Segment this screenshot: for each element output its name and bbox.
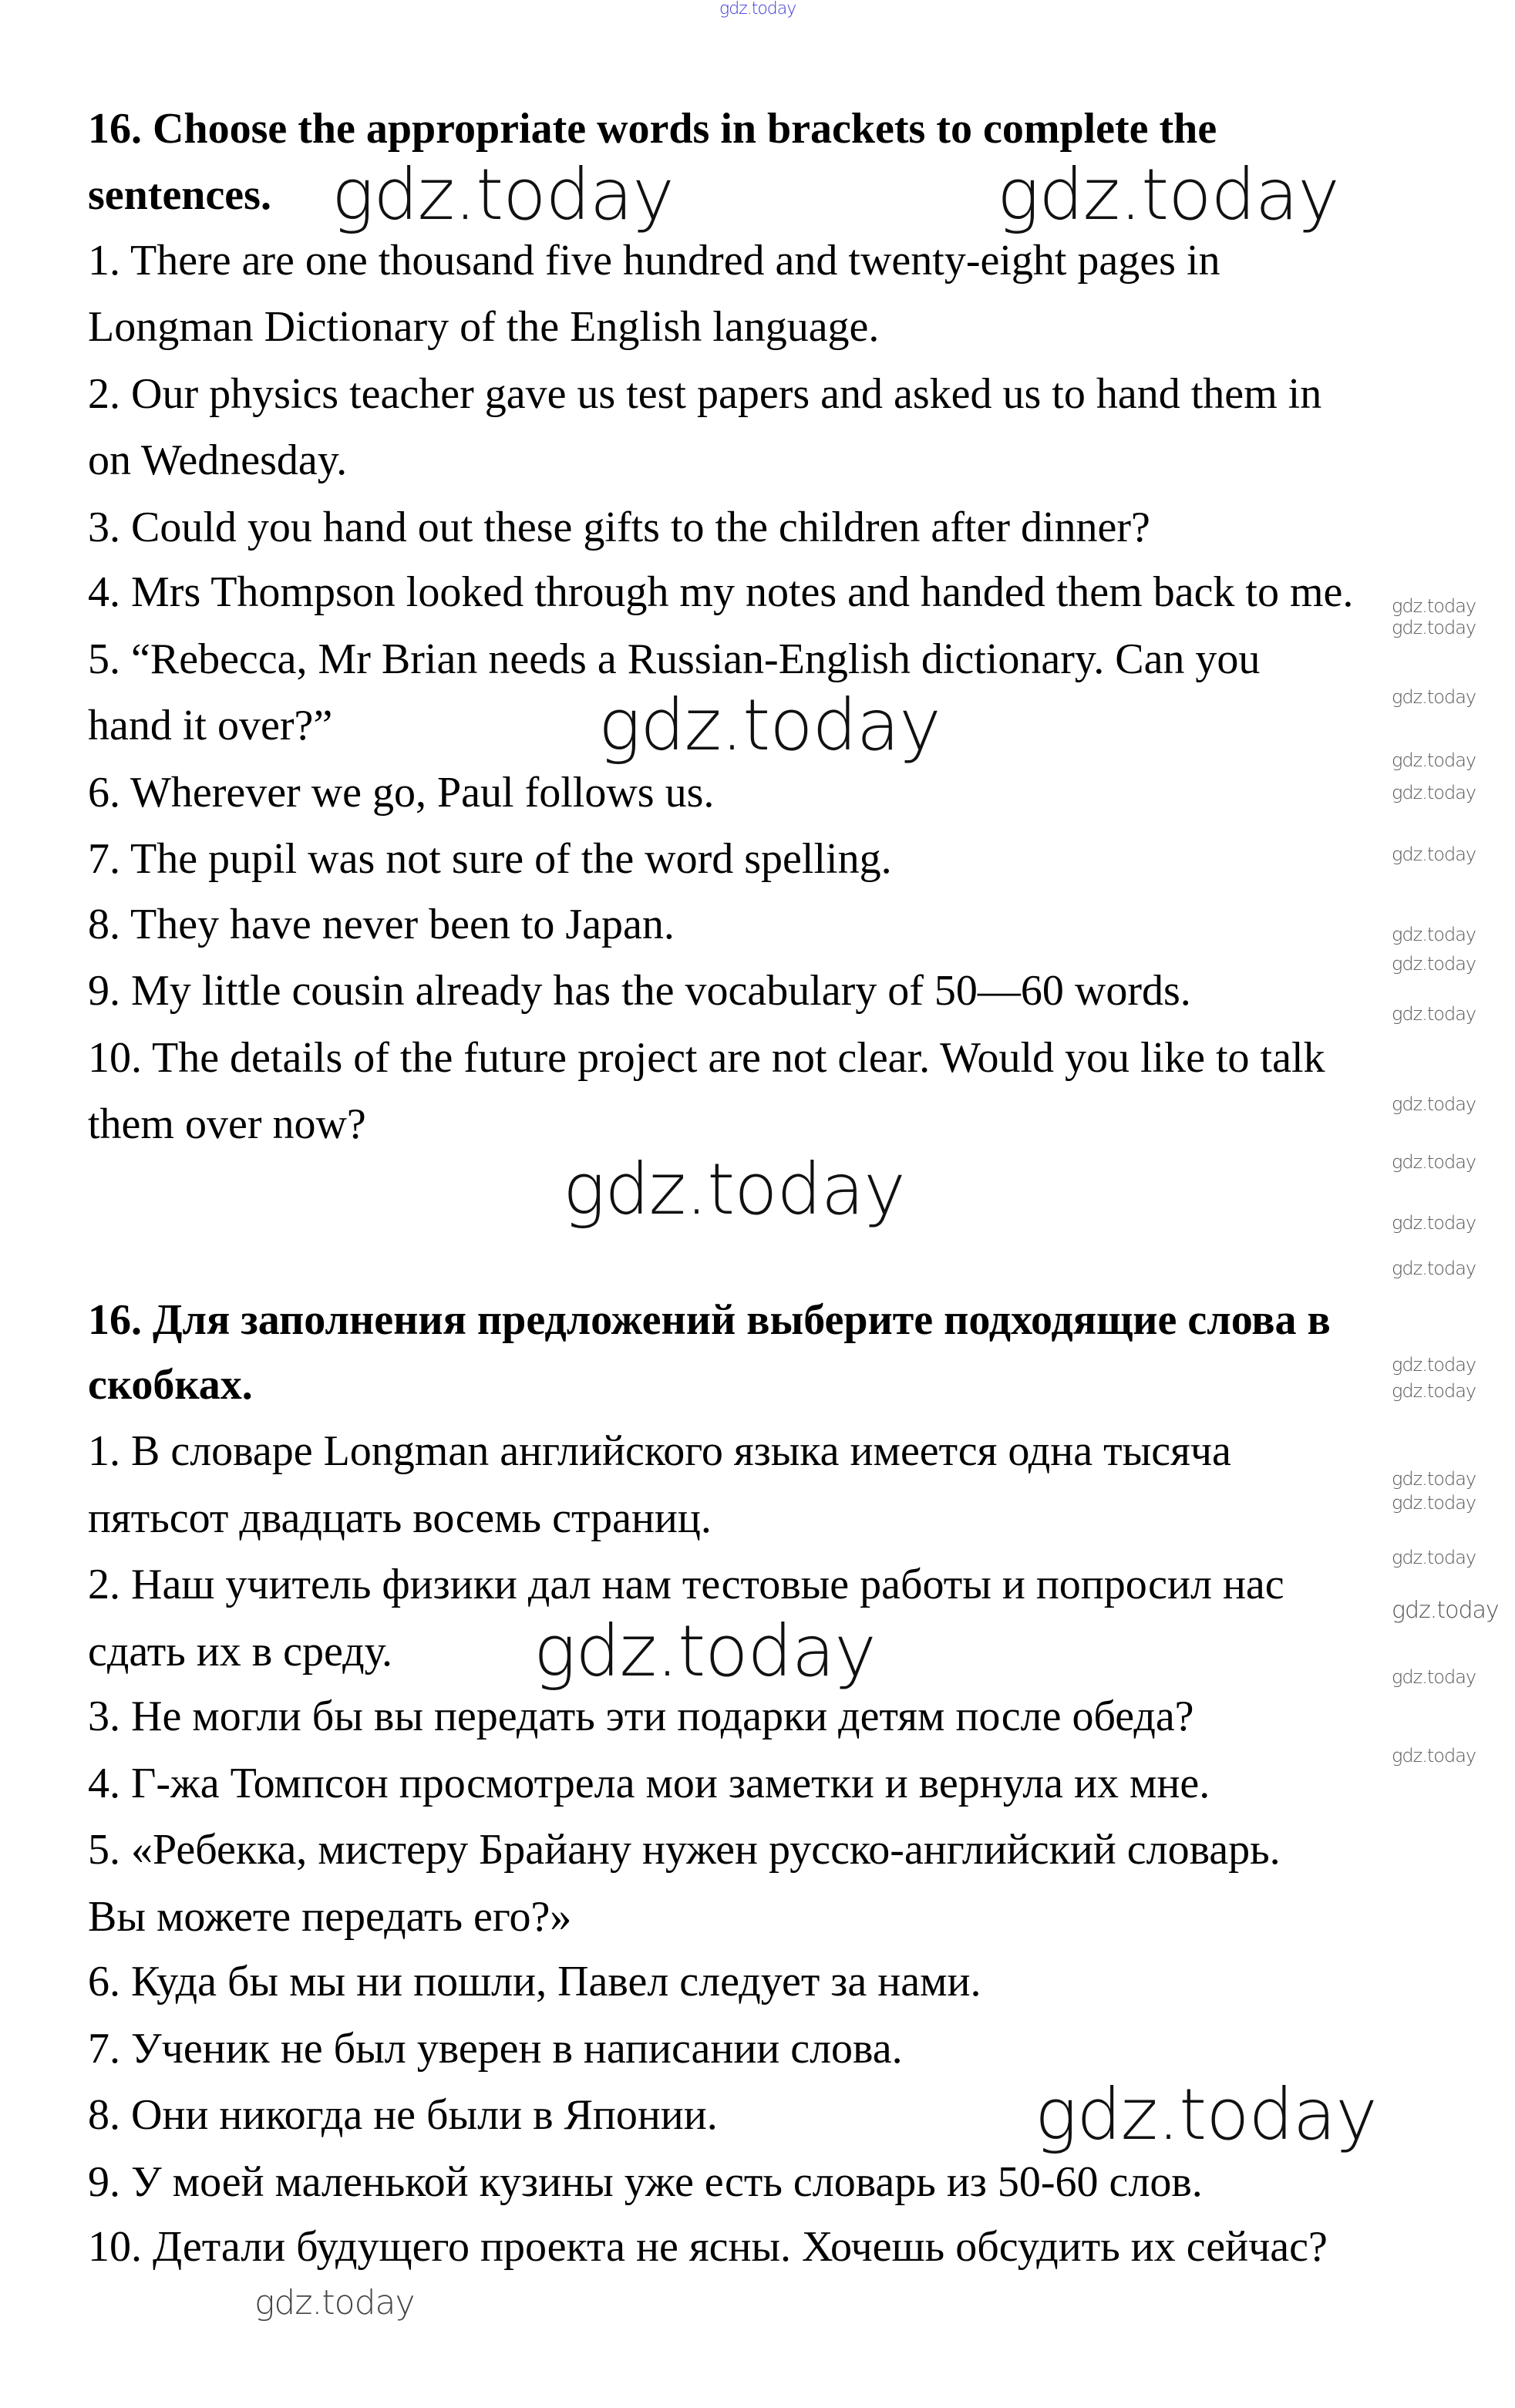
- sentence-line-ru: 3. Не могли бы вы передать эти подарки детям после обеда?: [88, 1692, 1194, 1741]
- sentence-line-ru: 1. В словаре Longman английского языка имеется одна тысяча: [88, 1427, 1231, 1476]
- watermark: gdz.today: [254, 2282, 415, 2322]
- watermark: gdz.today: [1392, 749, 1476, 772]
- sentence-line-ru: 7. Ученик не был уверен в написании слова.: [88, 2024, 903, 2073]
- watermark: gdz.today: [719, 0, 796, 19]
- watermark: gdz.today: [997, 153, 1339, 237]
- watermark: gdz.today: [598, 684, 941, 767]
- sentence-line-ru: 6. Куда бы мы ни пошли, Павел следует за нами.: [88, 1958, 981, 2006]
- watermark: gdz.today: [1392, 844, 1476, 866]
- sentence-line-ru: Вы можете передать его?»: [88, 1892, 572, 1941]
- watermark: gdz.today: [1392, 924, 1476, 946]
- sentence-line-en: 4. Mrs Thompson looked through my notes and handed them back to me.: [88, 568, 1354, 617]
- sentence-line-en: 9. My little cousin already has the vocabulary of 50—60 words.: [88, 967, 1191, 1015]
- exercise-heading-en: 16. Choose the appropriate words in brackets to complete the: [88, 105, 1217, 153]
- watermark: gdz.today: [1035, 2073, 1377, 2157]
- watermark: gdz.today: [1392, 1354, 1476, 1376]
- watermark: gdz.today: [1392, 595, 1476, 617]
- watermark: gdz.today: [534, 1609, 876, 1692]
- watermark: gdz.today: [1392, 1211, 1476, 1234]
- watermark: gdz.today: [1392, 1745, 1476, 1767]
- exercise-heading-ru: 16. Для заполнения предложений выберите подходящие слова в: [88, 1295, 1331, 1344]
- sentence-line-en: 10. The details of the future project are not clear. Would you like to talk: [88, 1033, 1325, 1082]
- watermark: gdz.today: [1392, 952, 1476, 975]
- watermark: gdz.today: [1392, 1492, 1476, 1514]
- watermark: gdz.today: [1392, 1002, 1476, 1025]
- sentence-line-ru: 5. «Ребекка, мистеру Брайану нужен русско-английский словарь.: [88, 1826, 1281, 1874]
- sentence-line-ru: 9. У моей маленькой кузины уже есть словарь из 50-60 слов.: [88, 2157, 1203, 2206]
- sentence-line-en: 3. Could you hand out these gifts to the children after dinner?: [88, 503, 1150, 551]
- watermark: gdz.today: [1392, 1093, 1476, 1116]
- watermark: gdz.today: [1392, 1151, 1476, 1174]
- sentence-line-en: them over now?: [88, 1100, 366, 1149]
- sentence-line-en: on Wednesday.: [88, 436, 348, 485]
- sentence-line-en: 1. There are one thousand five hundred and twenty-eight pages in: [88, 236, 1220, 285]
- watermark: gdz.today: [332, 153, 674, 237]
- sentence-line-en: hand it over?”: [88, 702, 333, 750]
- sentence-line-en: 7. The pupil was not sure of the word spelling.: [88, 835, 892, 884]
- exercise-heading-en: sentences.: [88, 171, 271, 220]
- watermark: gdz.today: [1392, 685, 1476, 708]
- watermark: gdz.today: [1392, 781, 1476, 803]
- watermark: gdz.today: [1392, 1666, 1476, 1689]
- watermark: gdz.today: [1392, 1547, 1476, 1569]
- sentence-line-en: 2. Our physics teacher gave us test papers and asked us to hand them in: [88, 369, 1322, 418]
- watermark: gdz.today: [1392, 617, 1476, 638]
- sentence-line-ru: 2. Наш учитель физики дал нам тестовые работы и попросил нас: [88, 1561, 1284, 1609]
- watermark: gdz.today: [563, 1147, 905, 1231]
- sentence-line-ru: 10. Детали будущего проекта не ясны. Хочешь обсудить их сейчас?: [88, 2223, 1328, 2272]
- sentence-line-ru: пятьсот двадцать восемь страниц.: [88, 1494, 712, 1542]
- sentence-line-ru: 8. Они никогда не были в Японии.: [88, 2091, 718, 2140]
- sentence-line-ru: сдать их в среду.: [88, 1627, 393, 1675]
- sentence-line-ru: 4. Г-жа Томпсон просмотрела мои заметки и вернула их мне.: [88, 1759, 1210, 1807]
- watermark: gdz.today: [1392, 1379, 1476, 1402]
- watermark: gdz.today: [1392, 1467, 1476, 1490]
- sentence-line-en: Longman Dictionary of the English language.: [88, 303, 880, 352]
- sentence-line-en: 6. Wherever we go, Paul follows us.: [88, 768, 715, 817]
- exercise-heading-ru: скобках.: [88, 1361, 253, 1409]
- sentence-line-en: 5. “Rebecca, Mr Brian needs a Russian-English dictionary. Can you: [88, 635, 1261, 683]
- sentence-line-en: 8. They have never been to Japan.: [88, 900, 675, 948]
- watermark: gdz.today: [1392, 1596, 1499, 1624]
- watermark: gdz.today: [1392, 1257, 1476, 1279]
